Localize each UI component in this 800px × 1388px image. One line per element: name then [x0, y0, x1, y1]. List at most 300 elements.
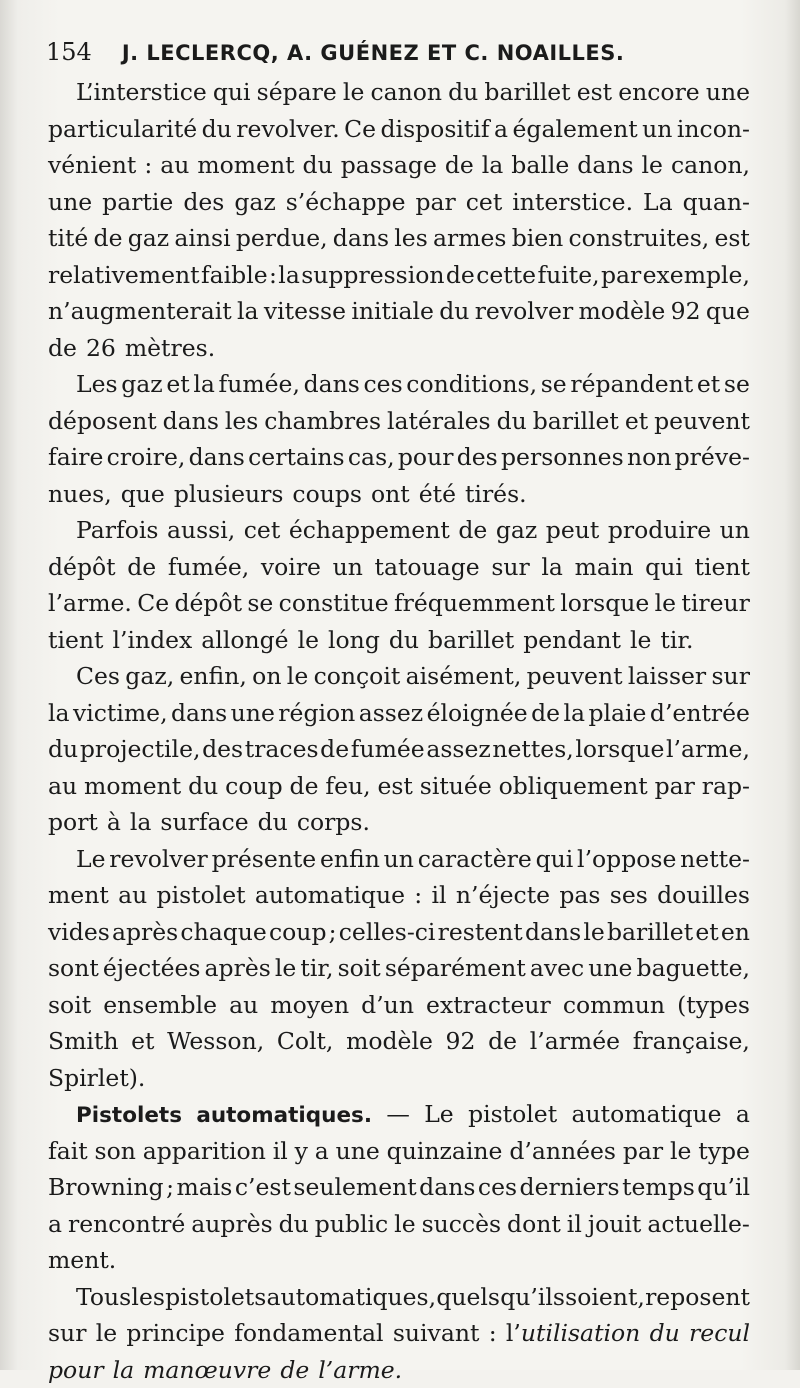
word: pour — [48, 1352, 104, 1388]
word: obliquement — [499, 768, 648, 805]
word: et — [695, 914, 718, 951]
word: pas — [559, 877, 600, 914]
word: mètres. — [125, 330, 215, 367]
word: reposent — [645, 1279, 750, 1316]
word: n’augmenterait — [48, 293, 232, 330]
word: s’échappe — [286, 184, 406, 221]
word: sont — [48, 950, 99, 987]
text-line — [48, 293, 750, 330]
word: il — [567, 1206, 582, 1243]
word: armes — [433, 220, 507, 257]
word: que — [706, 293, 750, 330]
word: victime, — [73, 695, 168, 732]
word: de — [48, 330, 77, 367]
word: cet — [244, 512, 281, 549]
word: la — [482, 147, 504, 184]
word: qui — [645, 549, 683, 586]
word: tir, — [300, 950, 333, 987]
word: se — [724, 366, 750, 403]
word: du — [188, 768, 218, 805]
word: tatouage — [375, 549, 480, 586]
text-line — [48, 987, 750, 1024]
word: l’arme. — [318, 1352, 402, 1388]
word: port — [48, 804, 98, 841]
word: déposent — [48, 403, 157, 440]
word: dans — [304, 366, 360, 403]
word: pour — [398, 439, 454, 476]
word: éloignée — [427, 695, 528, 732]
word: du — [650, 1315, 680, 1352]
text-line — [48, 1133, 750, 1170]
word: un — [642, 111, 672, 148]
word: Le — [424, 1096, 454, 1133]
word: aisément, — [406, 658, 522, 695]
word: après — [112, 914, 178, 951]
word: derniers — [520, 1169, 620, 1206]
word: a — [494, 111, 508, 148]
word: le — [655, 585, 676, 622]
word: l’index — [112, 622, 192, 659]
word: tireur — [681, 585, 749, 622]
word: l’arme, — [666, 731, 750, 768]
word: c’est — [235, 1169, 291, 1206]
word: qu’ils — [500, 1279, 565, 1316]
word: à — [107, 804, 121, 841]
word: long — [328, 622, 380, 659]
word: cet — [466, 184, 503, 221]
word: fumée — [351, 731, 425, 768]
word: Wesson, — [167, 1023, 264, 1060]
word: tité — [48, 220, 88, 257]
word: le — [630, 622, 651, 659]
word: fréquemment — [394, 585, 555, 622]
word: baguette, — [637, 950, 750, 987]
text-line — [48, 330, 750, 367]
text-line — [48, 111, 750, 148]
word: moment — [197, 147, 294, 184]
word: la — [541, 549, 563, 586]
word: rencontré — [68, 1206, 185, 1243]
word: tir. — [660, 622, 693, 659]
text-line — [48, 1169, 750, 1206]
word: la — [278, 257, 300, 294]
text-line — [48, 1060, 750, 1097]
word: la — [113, 1352, 135, 1388]
word: faible — [201, 257, 268, 294]
word: sur — [491, 549, 529, 586]
word: assez — [359, 695, 423, 732]
word: suivant — [393, 1315, 480, 1352]
word: celles-ci — [339, 914, 436, 951]
word: n’éjecte — [456, 877, 550, 914]
word: le — [343, 74, 364, 111]
text-line — [48, 74, 750, 111]
text-line — [48, 403, 750, 440]
word: allongé — [201, 622, 288, 659]
word: région — [278, 695, 355, 732]
word: succès — [422, 1206, 502, 1243]
word: il — [273, 1133, 288, 1170]
word: tient — [48, 622, 103, 659]
word: extracteur — [426, 987, 551, 1024]
word: du — [448, 74, 478, 111]
text-line — [48, 731, 750, 768]
word: dans — [333, 220, 389, 257]
word: a — [48, 1206, 62, 1243]
text-line — [48, 549, 750, 586]
word: chambres — [264, 403, 381, 440]
text-line — [48, 512, 750, 549]
word: un — [720, 512, 750, 549]
word: ; — [329, 914, 337, 951]
word: le — [642, 147, 663, 184]
word: coup — [225, 768, 283, 805]
word: le — [287, 658, 308, 695]
word: des — [183, 184, 224, 221]
word: ont — [371, 476, 410, 513]
word: nette- — [680, 841, 750, 878]
word: du — [202, 111, 232, 148]
word: dans — [419, 1169, 475, 1206]
word: caractère — [418, 841, 532, 878]
text-line — [48, 914, 750, 951]
word: gaz — [496, 512, 537, 549]
word: Le — [76, 841, 106, 878]
word: assez — [426, 731, 490, 768]
word: du — [258, 804, 288, 841]
word: manœuvre — [143, 1352, 271, 1388]
word: il — [432, 877, 447, 914]
word: Smith — [48, 1023, 118, 1060]
word: de — [320, 731, 349, 768]
word: Parfois — [76, 512, 158, 549]
word: d’entrée — [650, 695, 750, 732]
word: main — [575, 549, 634, 586]
word: dans — [577, 147, 633, 184]
word: préve- — [675, 439, 750, 476]
word: feu, — [325, 768, 370, 805]
text-line — [48, 1279, 750, 1316]
word: et — [131, 1023, 154, 1060]
word: L’interstice — [76, 74, 207, 111]
word: canon — [370, 74, 442, 111]
word: l’oppose — [577, 841, 676, 878]
word: dans — [171, 695, 227, 732]
word: barillet — [607, 914, 693, 951]
word: au — [160, 147, 189, 184]
word: du — [48, 731, 78, 768]
word: moyen — [270, 987, 349, 1024]
word: modèle — [579, 293, 666, 330]
word: le — [394, 1206, 415, 1243]
word: certains — [248, 439, 344, 476]
word: — — [386, 1096, 410, 1133]
word: produire — [608, 512, 711, 549]
word: et — [625, 403, 648, 440]
word: bien — [512, 220, 564, 257]
word: d’années — [509, 1133, 616, 1170]
word: par — [655, 768, 695, 805]
word: Les — [76, 366, 118, 403]
word: la — [237, 293, 259, 330]
page-header — [46, 38, 746, 72]
word: soit — [48, 987, 91, 1024]
word: ses — [610, 877, 648, 914]
word: avec — [530, 950, 584, 987]
word: du — [303, 147, 333, 184]
word: moment — [84, 768, 181, 805]
word: du — [439, 293, 469, 330]
word: rap- — [702, 768, 750, 805]
word: pendant — [523, 622, 621, 659]
word: automatique — [571, 1096, 721, 1133]
word: au — [118, 877, 147, 914]
word: peuvent — [527, 658, 623, 695]
word: non — [627, 439, 671, 476]
word: quels — [436, 1279, 500, 1316]
word: peuvent — [654, 403, 750, 440]
word: dont — [507, 1206, 561, 1243]
word: qui — [536, 841, 574, 878]
word: ment — [48, 877, 109, 914]
word: ensemble — [103, 987, 217, 1024]
word: La — [643, 184, 673, 221]
word: une — [336, 1133, 380, 1170]
word: apparition — [143, 1133, 266, 1170]
word: une — [231, 695, 275, 732]
word: barillet — [484, 74, 570, 111]
word: du — [497, 403, 527, 440]
text-line — [48, 184, 750, 221]
word: a — [736, 1096, 750, 1133]
word: Spirlet). — [48, 1060, 145, 1097]
word: le — [275, 950, 296, 987]
word: en — [721, 914, 750, 951]
text-line — [48, 877, 750, 914]
text-line — [48, 257, 750, 294]
word: dans — [525, 914, 581, 951]
word: la — [48, 695, 70, 732]
word: Ce — [344, 111, 376, 148]
word: automatiques. — [196, 1096, 372, 1133]
word: jouit — [588, 1206, 642, 1243]
word: la — [193, 366, 215, 403]
text-line — [48, 1206, 750, 1243]
word: cas, — [348, 439, 395, 476]
word: se — [247, 585, 273, 622]
word: au — [229, 987, 258, 1024]
word: particularité — [48, 111, 197, 148]
word: le — [298, 622, 319, 659]
word: des — [457, 439, 498, 476]
word: construites, — [569, 220, 710, 257]
word: une — [706, 74, 750, 111]
word: conçoit — [314, 658, 401, 695]
word: par — [601, 257, 641, 294]
word: que — [121, 476, 165, 513]
word: fuite, — [537, 257, 599, 294]
word: se — [541, 366, 567, 403]
running-title: J. LECLERCQ, A. GUÉNEZ ET C. NOAILLES. — [122, 41, 625, 65]
word: automatique — [255, 877, 405, 914]
text-line — [48, 622, 750, 659]
word: surface — [160, 804, 248, 841]
word: incon- — [677, 111, 750, 148]
word: dispositif — [381, 111, 490, 148]
word: croire, — [107, 439, 186, 476]
text-line — [48, 220, 750, 257]
word: recul — [689, 1315, 750, 1352]
word: barillet — [533, 403, 619, 440]
word: gaz — [121, 366, 162, 403]
word: type — [698, 1133, 750, 1170]
word: des — [202, 731, 243, 768]
word: seulement — [293, 1169, 416, 1206]
word: : — [144, 147, 152, 184]
word: personnes — [501, 439, 624, 476]
word: a — [315, 1133, 329, 1170]
word: également — [513, 111, 638, 148]
word: ainsi — [174, 220, 230, 257]
word: voire — [261, 549, 321, 586]
word: cette — [476, 257, 536, 294]
word: de — [280, 1352, 309, 1388]
word: pistolets — [165, 1279, 266, 1316]
word: 26 — [86, 330, 116, 367]
word: quan- — [683, 184, 750, 221]
word: tirés. — [465, 476, 527, 513]
word: gaz — [234, 184, 275, 221]
word: initiale — [351, 293, 434, 330]
text-line — [48, 439, 750, 476]
word: y — [295, 1133, 308, 1170]
word: modèle — [346, 1023, 433, 1060]
text-line — [48, 366, 750, 403]
word: revolver — [109, 841, 208, 878]
word: ; — [166, 1169, 174, 1206]
word: Tous — [76, 1279, 131, 1316]
text-line — [48, 695, 750, 732]
word: du — [279, 1206, 309, 1243]
word: (types — [677, 987, 750, 1024]
text-line — [48, 804, 750, 841]
word: dans — [189, 439, 245, 476]
word: de — [531, 695, 560, 732]
text-line — [48, 950, 750, 987]
word: sépare — [257, 74, 337, 111]
word: le — [583, 914, 604, 951]
word: actuelle- — [647, 1206, 750, 1243]
text-line — [48, 147, 750, 184]
word: Ce — [137, 585, 169, 622]
word: après — [205, 950, 271, 987]
word: la — [130, 804, 152, 841]
word: public — [315, 1206, 388, 1243]
word: un — [333, 549, 363, 586]
text-line — [48, 1242, 750, 1279]
word: exemple, — [643, 257, 750, 294]
word: de — [290, 768, 319, 805]
word: auprès — [191, 1206, 272, 1243]
word: les — [394, 220, 427, 257]
text-line — [48, 841, 750, 878]
word: le — [670, 1133, 691, 1170]
word: mais — [177, 1169, 233, 1206]
word: située — [420, 768, 492, 805]
word: de — [445, 147, 474, 184]
word: soient, — [565, 1279, 645, 1316]
text-line — [48, 1096, 750, 1133]
word: automatiques, — [266, 1279, 436, 1316]
word: revolver — [475, 293, 574, 330]
word: restent — [438, 914, 523, 951]
word: : — [489, 1315, 497, 1352]
word: latérales — [387, 403, 491, 440]
word: est — [577, 74, 612, 111]
word: plusieurs — [174, 476, 284, 513]
word: de — [458, 512, 487, 549]
word: sur — [48, 1315, 86, 1352]
word: traces — [245, 731, 319, 768]
word: plaie — [588, 695, 646, 732]
word: nues, — [48, 476, 112, 513]
word: Pistolets — [76, 1096, 182, 1133]
word: : — [269, 257, 277, 294]
word: échappement — [289, 512, 450, 549]
word: qu’il — [697, 1169, 750, 1206]
word: les — [131, 1279, 164, 1316]
page-number: 154 — [46, 38, 92, 66]
word: ces — [478, 1169, 517, 1206]
word: conditions, — [406, 366, 537, 403]
word: quinzaine — [387, 1133, 503, 1170]
text-line — [48, 585, 750, 622]
word: présente — [212, 841, 317, 878]
word: constitue — [279, 585, 389, 622]
word: gaz, — [125, 658, 174, 695]
text-line — [48, 1023, 750, 1060]
text-line — [48, 476, 750, 513]
word: est — [714, 220, 749, 257]
word: au — [48, 768, 77, 805]
word: commun — [563, 987, 665, 1024]
word: un — [384, 841, 414, 878]
word: de — [446, 257, 475, 294]
word: interstice. — [512, 184, 633, 221]
word: 92 — [671, 293, 701, 330]
word: gaz — [128, 220, 169, 257]
body-text — [48, 74, 750, 1388]
word: lorsque — [560, 585, 649, 622]
word: projectile, — [80, 731, 201, 768]
word: encore — [618, 74, 700, 111]
word: lorsque — [575, 731, 664, 768]
word: fumée, — [168, 549, 249, 586]
word: son — [95, 1133, 136, 1170]
word: balle — [511, 147, 569, 184]
word: une — [48, 184, 92, 221]
word: de — [127, 549, 156, 586]
word: par — [623, 1133, 663, 1170]
word: vénient — [48, 147, 136, 184]
word: Ces — [76, 658, 120, 695]
word: été — [419, 476, 456, 513]
word: sur — [712, 658, 750, 695]
word: d’un — [361, 987, 414, 1024]
word: barillet — [428, 622, 514, 659]
word: aussi, — [167, 512, 235, 549]
word: temps — [622, 1169, 695, 1206]
